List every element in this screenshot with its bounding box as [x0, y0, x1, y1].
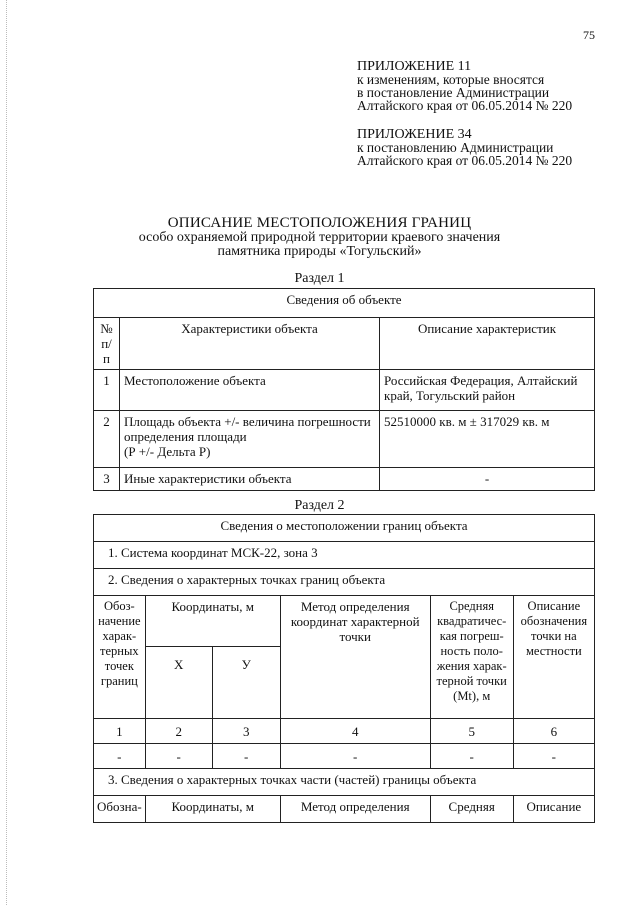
scan-edge: [6, 0, 8, 905]
appendix-34-title: ПРИЛОЖЕНИЕ 34: [357, 127, 472, 142]
column-header-designation: Обозна-: [94, 796, 146, 823]
table-row: [94, 411, 595, 468]
column-header-method: Метод определения: [280, 796, 430, 823]
cell-value: -: [430, 744, 513, 769]
table-row: [94, 796, 595, 823]
column-number: 3: [212, 719, 280, 744]
column-number: 6: [513, 719, 594, 744]
column-header-mean-error: Средняя квадратичес-кая погреш-ность поло-жения харак-терной точки (Mt), м: [430, 596, 513, 719]
column-header-number: № п/п: [94, 318, 120, 370]
section-1-label: Раздел 1: [294, 271, 345, 286]
row-description: Российская Федерация, Алтайский край, Тогульский район: [380, 370, 595, 411]
section-2-label: Раздел 2: [294, 498, 345, 513]
coordinate-system-line: 1. Система координат МСК-22, зона 3: [94, 542, 595, 569]
row-description: -: [380, 468, 595, 491]
table-title: Сведения об объекте: [94, 289, 595, 318]
column-header-coordinates: Координаты, м: [145, 596, 280, 647]
column-header-characteristics: Характеристики объекта: [120, 318, 380, 370]
column-header-method: Метод определения координат характерной точки: [280, 596, 430, 719]
appendix-34-line: к постановлению Администрации: [357, 140, 554, 155]
row-characteristic: Местоположение объекта: [120, 370, 380, 411]
document-title: ОПИСАНИЕ МЕСТОПОЛОЖЕНИЯ ГРАНИЦ: [167, 215, 472, 231]
cell-value: -: [145, 744, 212, 769]
row-number: 1: [94, 370, 120, 411]
appendix-11-line: Алтайского края от 06.05.2014 № 220: [357, 98, 573, 113]
column-header-point-description: Описание обозначения точки на местности: [513, 596, 594, 719]
document-subtitle: памятника природы «Тогульский»: [217, 244, 422, 259]
cell-value: -: [212, 744, 280, 769]
appendix-11-block: [357, 60, 572, 112]
boundary-points-heading: 2. Сведения о характерных точках границ объекта: [94, 569, 595, 596]
row-number: 3: [94, 468, 120, 491]
column-header-mean-error: Средняя: [430, 796, 513, 823]
cell-value: -: [513, 744, 594, 769]
cell-value: -: [280, 744, 430, 769]
table-title: Сведения о местоположении границ объекта: [94, 515, 595, 542]
column-header-designation: Обоз-начение харак-терных точек границ: [94, 596, 146, 719]
row-characteristic-cell: [120, 411, 380, 468]
appendix-11-line: в постановление Администрации: [357, 85, 550, 100]
column-header-y: У: [212, 647, 280, 719]
column-number: 5: [430, 719, 513, 744]
column-header-point-description: Описание: [513, 796, 594, 823]
appendix-34-line: Алтайского края от 06.05.2014 № 220: [357, 153, 573, 168]
column-number: 2: [145, 719, 212, 744]
appendix-11-title: ПРИЛОЖЕНИЕ 11: [357, 59, 472, 74]
row-description: 52510000 кв. м ± 317029 кв. м: [380, 411, 595, 468]
row-characteristic: Иные характеристики объекта: [120, 468, 380, 491]
column-header-description: Описание характеристик: [380, 318, 595, 370]
row-characteristic-formula: (Р +/- Дельта Р): [124, 444, 211, 459]
object-info-table: [93, 288, 595, 491]
appendix-34-block: [357, 128, 572, 167]
boundary-points-table: [93, 514, 595, 823]
appendix-11-line: к изменениям, которые вносятся: [357, 72, 545, 87]
document-subtitle: особо охраняемой природной территории краевого значения: [138, 230, 501, 245]
table-row: [94, 370, 595, 411]
column-number: 1: [94, 719, 146, 744]
row-characteristic: Площадь объекта +/- величина погрешности определения площади: [124, 414, 371, 444]
column-number: 4: [280, 719, 430, 744]
boundary-part-points-heading: 3. Сведения о характерных точках части (частей) границы объекта: [94, 769, 595, 796]
column-header-coordinates: Координаты, м: [145, 796, 280, 823]
page-number: 75: [583, 28, 595, 42]
table-row: [94, 468, 595, 491]
column-header-x: X: [145, 647, 212, 719]
table-row: [94, 744, 595, 769]
row-number: 2: [94, 411, 120, 468]
cell-value: -: [94, 744, 146, 769]
column-numbers-row: [94, 719, 595, 744]
